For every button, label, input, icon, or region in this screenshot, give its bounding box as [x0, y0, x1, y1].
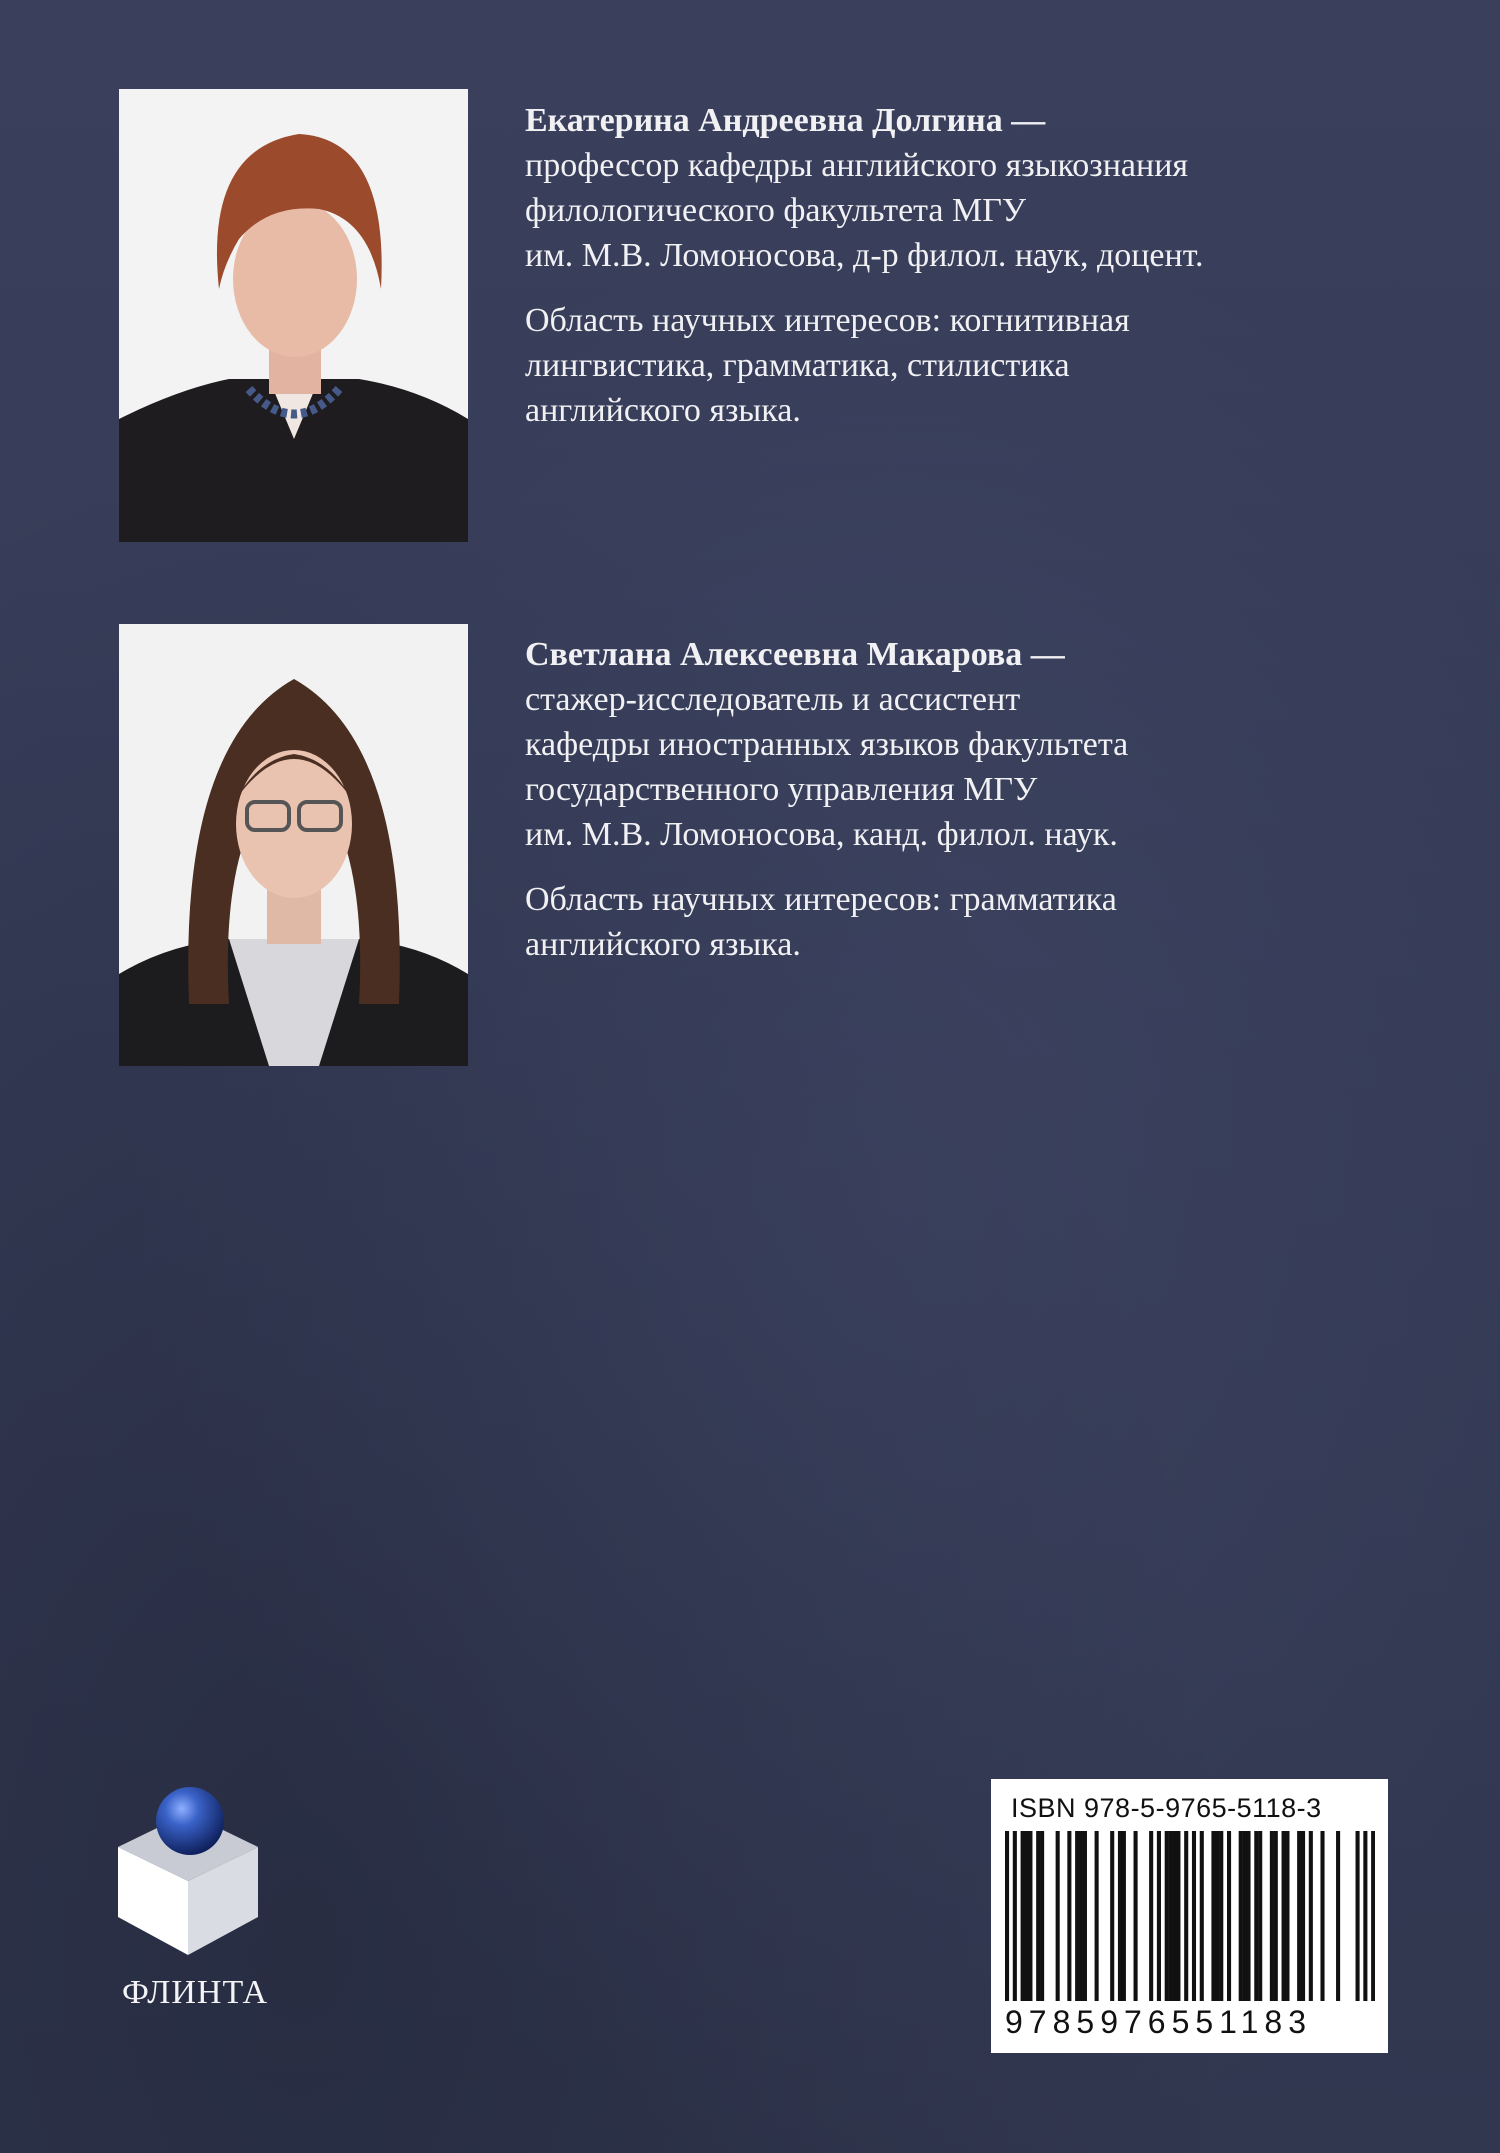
isbn-label: ISBN 978-5-9765-5118-3 — [1011, 1793, 1322, 1823]
barcode-bar — [1211, 1831, 1215, 2001]
barcode-bar — [1200, 1831, 1204, 2001]
bio-line: кафедры иностранных языков факультета — [525, 726, 1129, 763]
barcode-bar — [1165, 1831, 1169, 2001]
barcode-bar — [1005, 1831, 1009, 2001]
barcode-bar — [1118, 1831, 1122, 2001]
author-photo-dolgina — [119, 89, 468, 542]
barcode-bar — [1285, 1831, 1289, 2001]
author-photo-makarova — [119, 624, 468, 1066]
publisher-name: ФЛИНТА — [122, 1974, 269, 2011]
barcode-bar — [1021, 1831, 1025, 2001]
barcode-bar — [1036, 1831, 1040, 2001]
barcode-bar — [1320, 1831, 1324, 2001]
portrait-woman-glasses — [119, 624, 468, 1066]
barcode-bar — [1028, 1831, 1032, 2001]
portrait-woman-short-hair — [119, 89, 468, 542]
barcode-bar — [1227, 1831, 1231, 2001]
barcode-bar — [1270, 1831, 1274, 2001]
barcode-bar — [1169, 1831, 1173, 2001]
barcode-bar — [1258, 1831, 1262, 2001]
interests-line: лингвистика, грамматика, стилистика — [525, 347, 1070, 384]
bio-line: государственного управления МГУ — [525, 771, 1038, 808]
interests-line: Область научных интересов: грамматика — [525, 881, 1117, 918]
barcode-bar — [1013, 1831, 1017, 2001]
barcode-bar — [1371, 1831, 1375, 2001]
barcode-bar — [1067, 1831, 1071, 2001]
author-bio-1 — [525, 98, 1465, 433]
barcode-bar — [1075, 1831, 1079, 2001]
bio-line: филологического факультета МГУ — [525, 192, 1026, 229]
barcode-bar — [1095, 1831, 1099, 2001]
barcode-bar — [1172, 1831, 1176, 2001]
barcode-bar — [1056, 1831, 1060, 2001]
bio-line: стажер-исследователь и ассистент — [525, 681, 1021, 718]
author-name: Екатерина Андреевна Долгина — — [525, 102, 1046, 139]
barcode-bar — [1192, 1831, 1196, 2001]
barcode-bar — [1301, 1831, 1305, 2001]
barcode-bar — [1297, 1831, 1301, 2001]
barcode-digits: 9785976551183 — [1005, 2004, 1312, 2040]
interests-line: английского языка. — [525, 926, 801, 963]
author-bio-2 — [525, 632, 1465, 967]
cube-with-sphere-icon — [118, 1785, 258, 1955]
barcode-bar — [1024, 1831, 1028, 2001]
barcode-bar — [1243, 1831, 1247, 2001]
barcode-bar — [1184, 1831, 1188, 2001]
barcode-bar — [1215, 1831, 1219, 2001]
barcode-bar — [1246, 1831, 1250, 2001]
barcode-bar — [1274, 1831, 1278, 2001]
barcode-bar — [1356, 1831, 1360, 2001]
barcode-bar — [1363, 1831, 1367, 2001]
barcode-bar — [1176, 1831, 1180, 2001]
barcode-bar — [1282, 1831, 1286, 2001]
barcode-bar — [1336, 1831, 1340, 2001]
barcode-bar — [1254, 1831, 1258, 2001]
bio-line: профессор кафедры английского языкознания — [525, 147, 1189, 184]
bio-line: им. М.В. Ломоносова, канд. филол. наук. — [525, 816, 1118, 853]
barcode-bar — [1239, 1831, 1243, 2001]
barcode-bar — [1122, 1831, 1126, 2001]
interests-line: английского языка. — [525, 392, 801, 429]
isbn-barcode-block — [991, 1779, 1388, 2053]
barcode-bar — [1040, 1831, 1044, 2001]
barcode-bar — [1149, 1831, 1153, 2001]
bio-line: им. М.В. Ломоносова, д-р филол. наук, доцент. — [525, 237, 1204, 274]
barcode-bar — [1079, 1831, 1083, 2001]
barcode — [1005, 1831, 1375, 2001]
barcode-bar — [1219, 1831, 1223, 2001]
author-name: Светлана Алексеевна Макарова — — [525, 636, 1065, 673]
interests-line: Область научных интересов: когнитивная — [525, 302, 1130, 339]
barcode-bar — [1309, 1831, 1313, 2001]
barcode-bar — [1157, 1831, 1161, 2001]
barcode-bar — [1134, 1831, 1138, 2001]
barcode-bar — [1083, 1831, 1087, 2001]
barcode-bar — [1110, 1831, 1114, 2001]
